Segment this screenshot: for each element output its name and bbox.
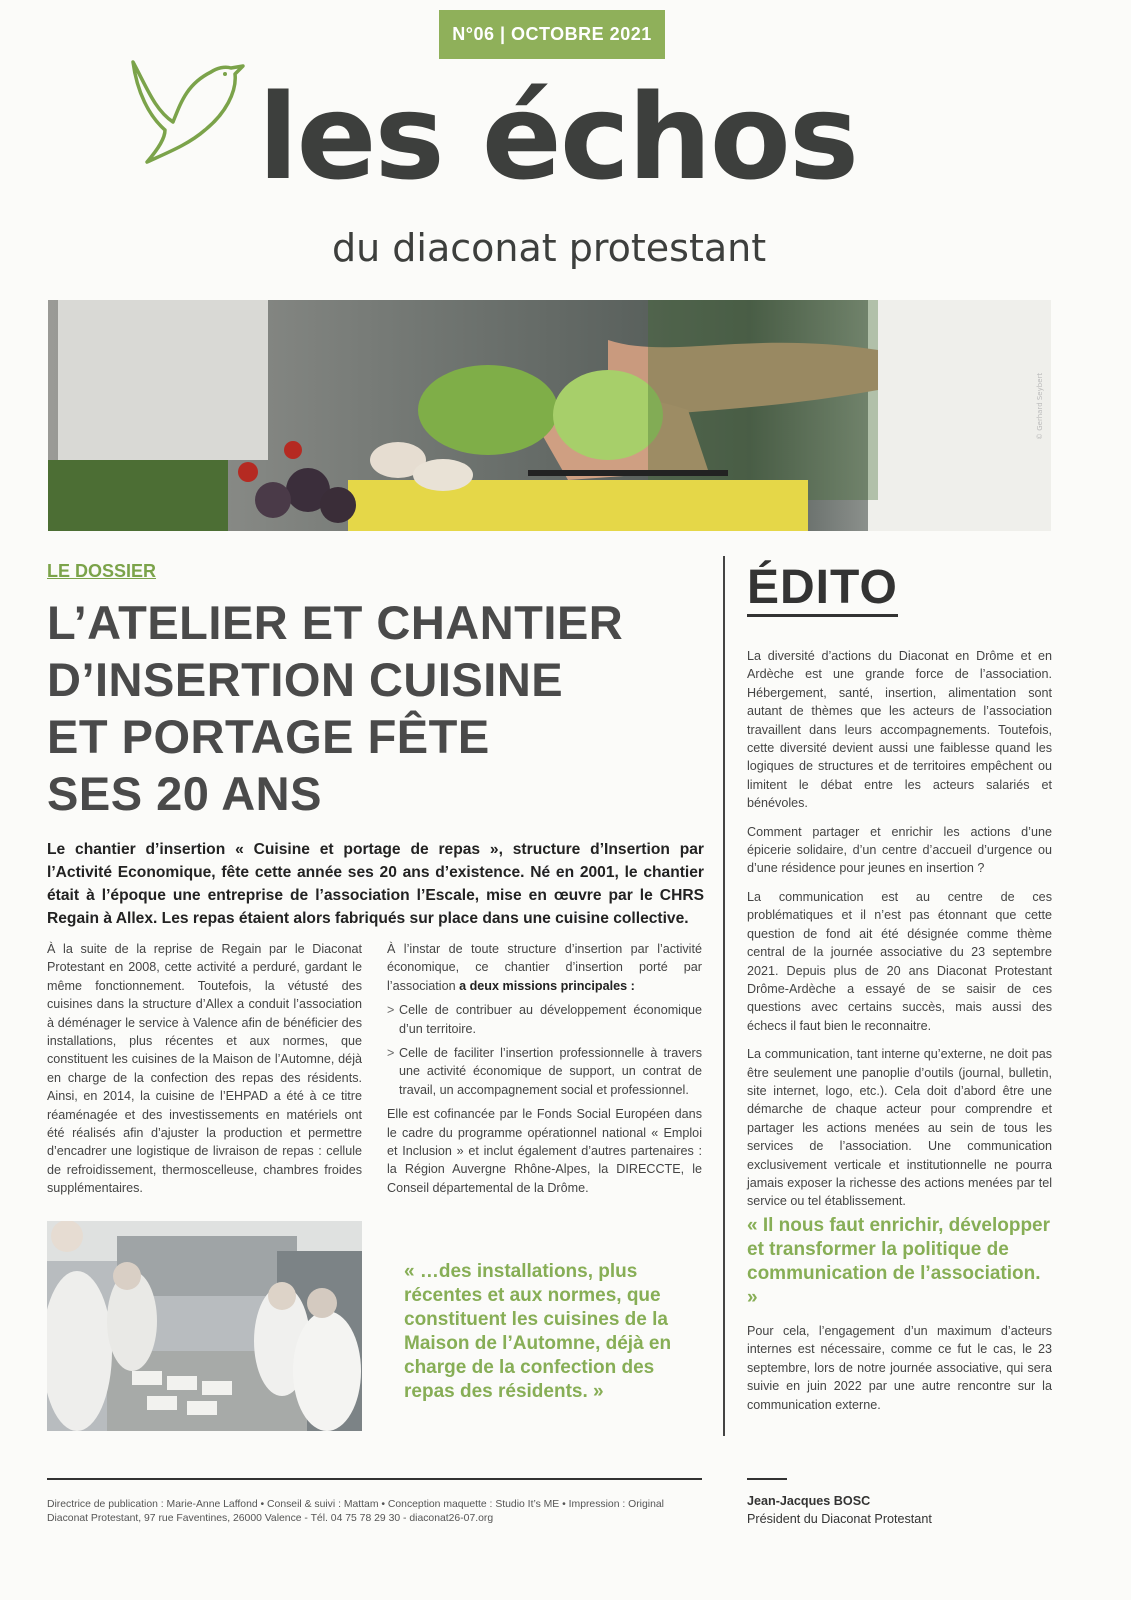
kitchen-staff-photo	[47, 1221, 362, 1431]
dossier-pullquote: « …des installations, plus récentes et aux normes, que constituent les cuisines de la Maison de l’Automne, déjà en charge de la confection des repas des résidents. »	[404, 1261, 672, 1402]
column-divider	[723, 556, 725, 1436]
body-paragraph: À la suite de la reprise de Regain par le Diaconat Protestant en 2008, cette activité a perduré, gardant le même fonctionnement. Toutefois, la vétusté des cuisines dans la structure d’Allex a conduit l’association à déménager le service à Valence afin de bénéficier des installations, plus récentes et aux normes, que constituent les cuisines de la Maison de l’Automne, déjà en charge de la confection des repas des résidents. Ainsi, en 2014, la cuisine de l’EHPAD a été à ce titre réaménagée et des investissements en matériels ont été réalisés afin d’ajuster la production et permettre d’encadrer une logistique de livraison de repas : cellule de refroidissement, thermoscelleuse, chambres froides supplémentaires.	[47, 942, 362, 1196]
credits-line: Directrice de publication : Marie-Anne Laffond • Conseil & suivi : Mattam • Conception maquette : Studio It’s ME • Impression : Original	[47, 1499, 664, 1510]
masthead-subtitle: du diaconat protestant	[332, 226, 767, 270]
intro-bold: a deux missions principales :	[459, 978, 635, 993]
address-line: Diaconat Protestant, 97 rue Faventines, 26000 Valence - Tél. 04 75 78 29 30 - diaconat26-07.org	[47, 1513, 494, 1524]
list-item: > Celle de faciliter l’insertion professionnelle à travers une activité économique de support, un contrat de travail, un accompagnement social et professionnel.	[387, 1044, 702, 1099]
list-item: > Celle de contribuer au développement économique d’un territoire.	[387, 1001, 702, 1038]
headline-line: D’INSERTION CUISINE	[47, 653, 564, 706]
headline-line: ET PORTAGE FÊTE	[47, 710, 490, 763]
headline-line: SES 20 ANS	[47, 767, 322, 820]
dossier-column-left	[47, 940, 362, 1198]
footer-rule	[47, 1478, 702, 1480]
edito-paragraph: Comment partager et enrichir les actions d’une épicerie solidaire, d’un centre d’accueil d’urgence ou d’une résidence pour jeunes en insertion ?	[747, 824, 1052, 876]
headline-line: L’ATELIER ET CHANTIER	[47, 596, 624, 649]
dossier-lead: Le chantier d’insertion « Cuisine et portage de repas », structure d’Insertion par l’Activité Economique, fête cette année ses 20 ans d’existence. Né en 2001, le chantier était à l’époque une entreprise de l’association l’Escale, mise en œuvre par le CHRS Regain à Allex. Les repas étaient alors fabriqués sur place dans une cuisine collective.	[47, 841, 704, 927]
body-paragraph	[387, 940, 702, 995]
missions-list	[387, 1001, 702, 1099]
footer-credits	[47, 1498, 707, 1526]
edito-body	[747, 647, 1052, 1221]
masthead-title: les échos	[258, 68, 858, 206]
dove-logo-icon	[125, 58, 245, 178]
intro-text: À l’instar de toute structure d’insertion par l’activité économique, ce chantier d’insertion porté par l’association	[387, 942, 702, 993]
dossier-headline	[47, 594, 687, 822]
edito-paragraph: La diversité d’actions du Diaconat en Drôme et en Ardèche est une grande force de l’association. Hébergement, santé, insertion, alimentation sont autant de thèmes que les acteurs de l’association travaillent dans leurs accompagnements. Toutefois, cette diversité devient aussi une faiblesse quand les logiques de structures et de territoires empêchent ou limitent le débat entre les acteurs salariés et bénévoles.	[747, 649, 1052, 811]
body-paragraph: Elle est cofinancée par le Fonds Social Européen dans le cadre du programme opérationnel national « Emploi et Inclusion » et inclut également d’autres partenaires : la Région Auvergne Rhône-Alpes, la DIRECCTE, le Conseil départemental de la Drôme.	[387, 1107, 702, 1195]
edito-paragraph: La communication, tant interne qu’externe, ne doit pas être seulement une panoplie d’outils (journal, bulletin, site internet, logo, etc.). Cela doit d’abord être une démarche de chaque acteur pour comprendre et partager les actions menées au sein de tous les services de l’association. Une communication exclusivement verticale et institutionnelle ne pourra jamais exposer la richesse des actions menées par tel service ou tel établissement.	[747, 1047, 1052, 1209]
edito-closing: Pour cela, l’engagement d’un maximum d’acteurs internes est nécessaire, comme ce fut le cas, le 23 septembre, lors de notre journée associative, qui sera suivie en juin 2022 par une autre rencontre sur la communication externe.	[747, 1324, 1052, 1412]
section-label: LE DOSSIER	[47, 561, 157, 581]
photo-credit: © Gerhard Seybert	[1036, 372, 1044, 440]
signature-rule	[747, 1478, 787, 1480]
edito-paragraph: La communication est au centre de ces problématiques et il n’est pas étonnant que cette question de fond ait été désignée comme thème central de la journée associative du 23 septembre 2021. Depuis plus de 20 ans Diaconat Protestant Drôme-Ardèche a essayé de se saisir de ces questions avec certains succès, mais aussi des échecs il faut bien le reconnaitre.	[747, 889, 1052, 1033]
issue-badge: N°06 | OCTOBRE 2021	[439, 10, 665, 59]
signature-name: Jean-Jacques BOSC	[747, 1494, 871, 1508]
signature-role: Président du Diaconat Protestant	[747, 1512, 932, 1526]
edito-quote: « Il nous faut enrichir, développer et transformer la politique de communication de l’association. »	[747, 1215, 1051, 1308]
edito-title: ÉDITO	[747, 562, 898, 617]
dossier-column-middle	[387, 940, 702, 1203]
hero-photo-vegetables	[48, 300, 1051, 531]
